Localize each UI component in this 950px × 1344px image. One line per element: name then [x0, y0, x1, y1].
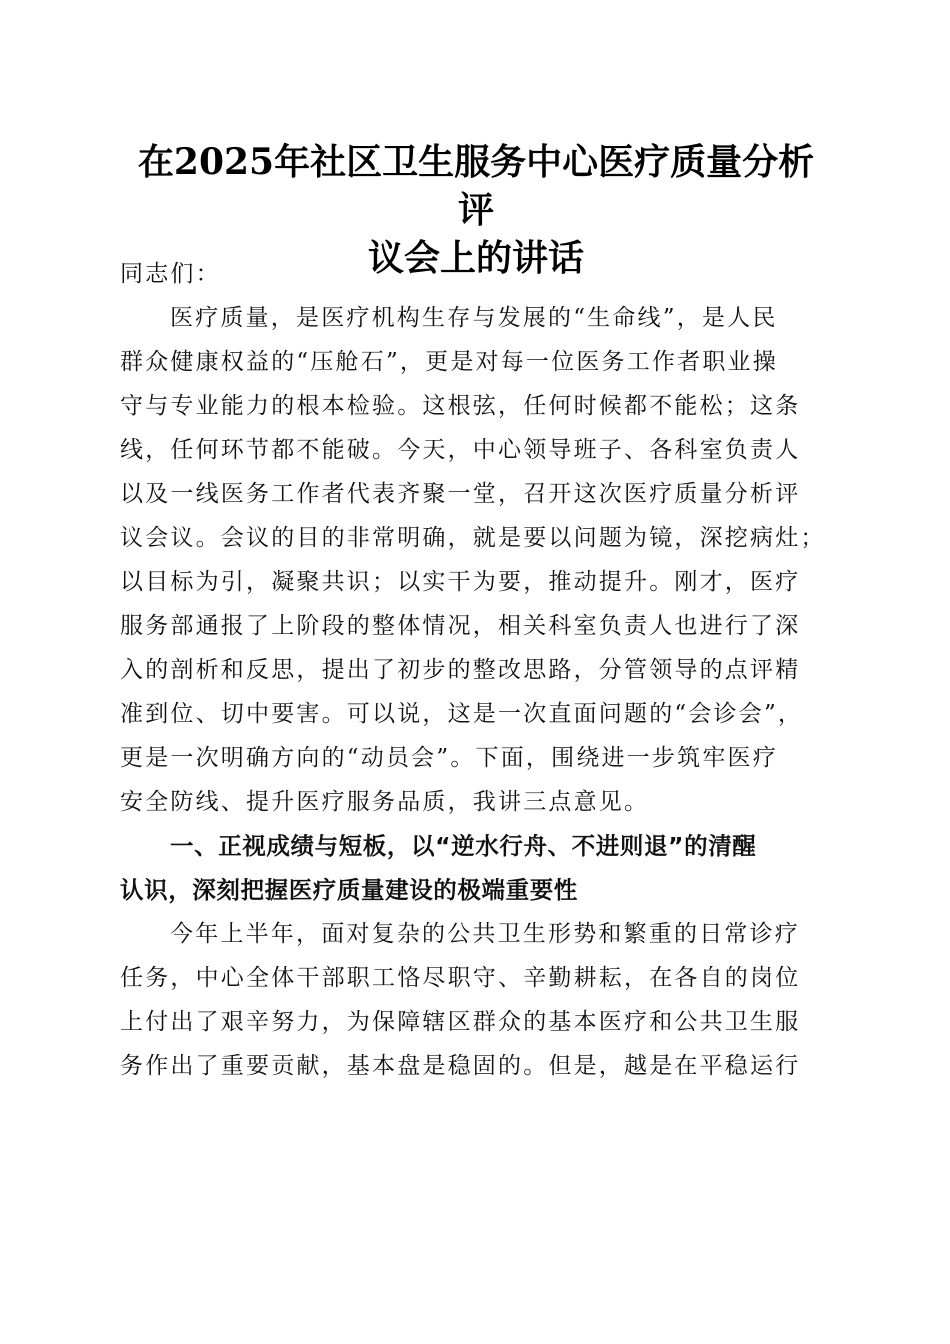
paragraph-line: 守与专业能力的根本检验。这根弦，任何时候都不能松；这条 [120, 393, 801, 419]
section-heading-1 [120, 824, 832, 912]
paragraph-line: 上付出了艰辛努力，为保障辖区群众的基本医疗和公共卫生服 [120, 1009, 801, 1035]
document-body [120, 252, 832, 1088]
heading-line: 认识，深刻把握医疗质量建设的极端重要性 [120, 876, 578, 904]
heading-line: 一、正视成绩与短板，以“逆水行舟、不进则退”的清醒 [170, 832, 757, 860]
paragraph-line: 以及一线医务工作者代表齐聚一堂，召开这次医疗质量分析评 [120, 481, 801, 507]
paragraph-line: 准到位、切中要害。可以说，这是一次直面问题的“会诊会”， [120, 701, 804, 727]
paragraph-section-1 [120, 912, 832, 1088]
paragraph-line: 以目标为引，凝聚共识；以实干为要，推动提升。刚才，医疗 [120, 569, 801, 595]
salutation: 同志们： [120, 261, 221, 287]
paragraph-line: 今年上半年，面对复杂的公共卫生形势和繁重的日常诊疗 [170, 921, 800, 947]
paragraph-line: 安全防线、提升医疗服务品质，我讲三点意见。 [120, 789, 650, 815]
paragraph-line: 群众健康权益的“压舱石”，更是对每一位医务工作者职业操 [120, 349, 778, 375]
paragraph-line: 任务，中心全体干部职工恪尽职守、辛勤耕耘，在各自的岗位 [120, 965, 801, 991]
paragraph-line: 医疗质量，是医疗机构生存与发展的“生命线”，是人民 [170, 305, 778, 331]
paragraph-line: 服务部通报了上阶段的整体情况，相关科室负责人也进行了深 [120, 613, 801, 639]
title-line-2: 议会上的讲话 [367, 237, 584, 279]
paragraph-line: 务作出了重要贡献，基本盘是稳固的。但是，越是在平稳运行 [120, 1053, 801, 1079]
title-line-1: 在2025年社区卫生服务中心医疗质量分析评 [137, 141, 815, 231]
paragraph-line: 入的剖析和反思，提出了初步的整改思路，分管领导的点评精 [120, 657, 801, 683]
paragraph-opening [120, 296, 832, 824]
paragraph-line: 议会议。会议的目的非常明确，就是要以问题为镜，深挖病灶； [120, 525, 826, 551]
paragraph-line: 线，任何环节都不能破。今天，中心领导班子、各科室负责人 [120, 437, 801, 463]
paragraph-line: 更是一次明确方向的“动员会”。下面，围绕进一步筑牢医疗 [120, 745, 778, 771]
